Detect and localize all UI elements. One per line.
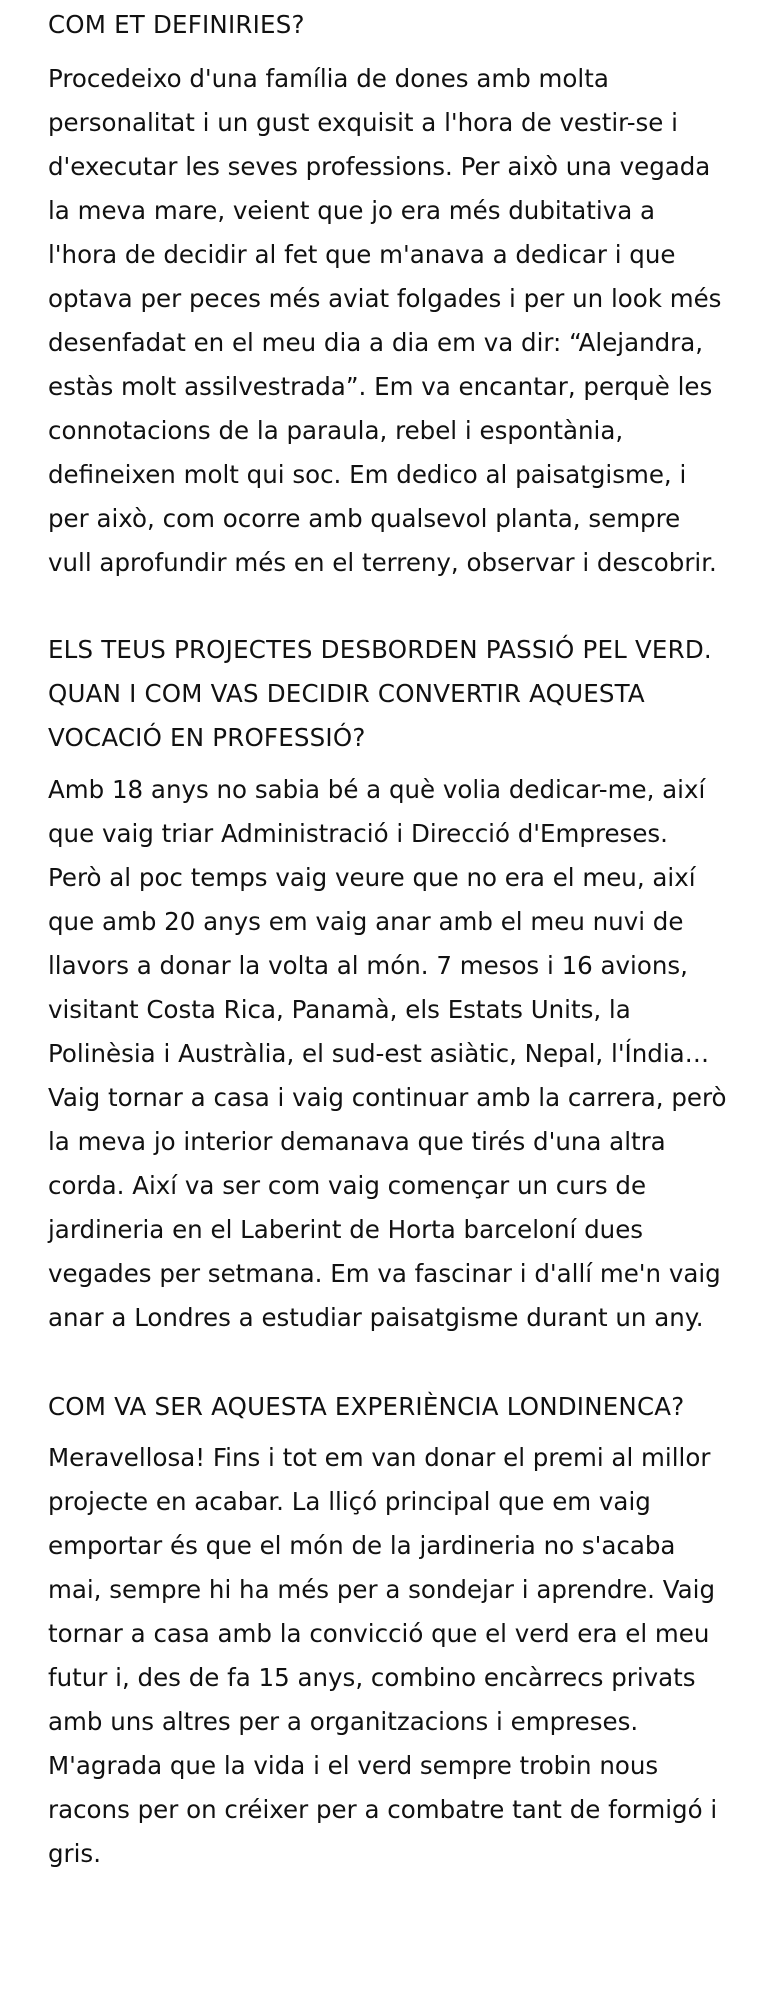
answer-paragraph: Meravellosa! Fins i tot em van donar el premi al millor projecte en acabar. La lliçó principal que em vaig emportar és que el món de la jardineria no s'acaba mai, sempre hi ha més per a sondejar i aprendre. Vaig tornar a casa amb la convicció que el verd era el meu futur i, des de fa 15 anys, combino encàrrecs privats amb uns altres per a organitzacions i empreses. M'agrada que la vida i el verd sempre trobin nous racons per on créixer per a combatre tant de formigó i gris. (48, 1443, 718, 1868)
question-heading: COM ET DEFINIRIES? (48, 10, 305, 39)
question-heading: ELS TEUS PROJECTES DESBORDEN PASSIÓ PEL VERD. QUAN I COM VAS DECIDIR CONVERTIR AQUESTA VOCACIÓ EN PROFESSIÓ? (48, 635, 712, 752)
answer-paragraph: Amb 18 anys no sabia bé a què volia dedicar-me, així que vaig triar Administració i Direcció d'Empreses. Però al poc temps vaig veure que no era el meu, així que amb 20 anys em vaig anar amb el meu nuvi de llavors a donar la volta al món. 7 mesos i 16 avions, visitant Costa Rica, Panamà, els Estats Units, la Polinèsia i Austràlia, el sud-est asiàtic, Nepal, l'Índia… Vaig tornar a casa i vaig continuar amb la carrera, però la meva jo interior demanava que tirés d'una altra corda. Així va ser com vaig començar un curs de jardineria en el Laberint de Horta barceloní dues vegades per setmana. Em va fascinar i d'allí me'n vaig anar a Londres a estudiar paisatgisme durant un any. (48, 775, 727, 1332)
answer-paragraph: Procedeixo d'una família de dones amb molta personalitat i un gust exquisit a l'hora de vestir-se i d'executar les seves professions. Per això una vegada la meva mare, veient que jo era més dubitativa a l'hora de decidir al fet que m'anava a dedicar i que optava per peces més aviat folgades i per un look més desenfadat en el meu dia a dia em va dir: “Alejandra, estàs molt assilvestrada”. Em va encantar, perquè les connotacions de la paraula, rebel i espontània, defineixen molt qui soc. Em dedico al paisatgisme, i per això, com ocorre amb qualsevol planta, sempre vull aprofundir més en el terreny, observar i descobrir. (48, 64, 722, 577)
question-heading: COM VA SER AQUESTA EXPERIÈNCIA LONDINENCA? (48, 1392, 685, 1421)
article (48, 0, 728, 1876)
